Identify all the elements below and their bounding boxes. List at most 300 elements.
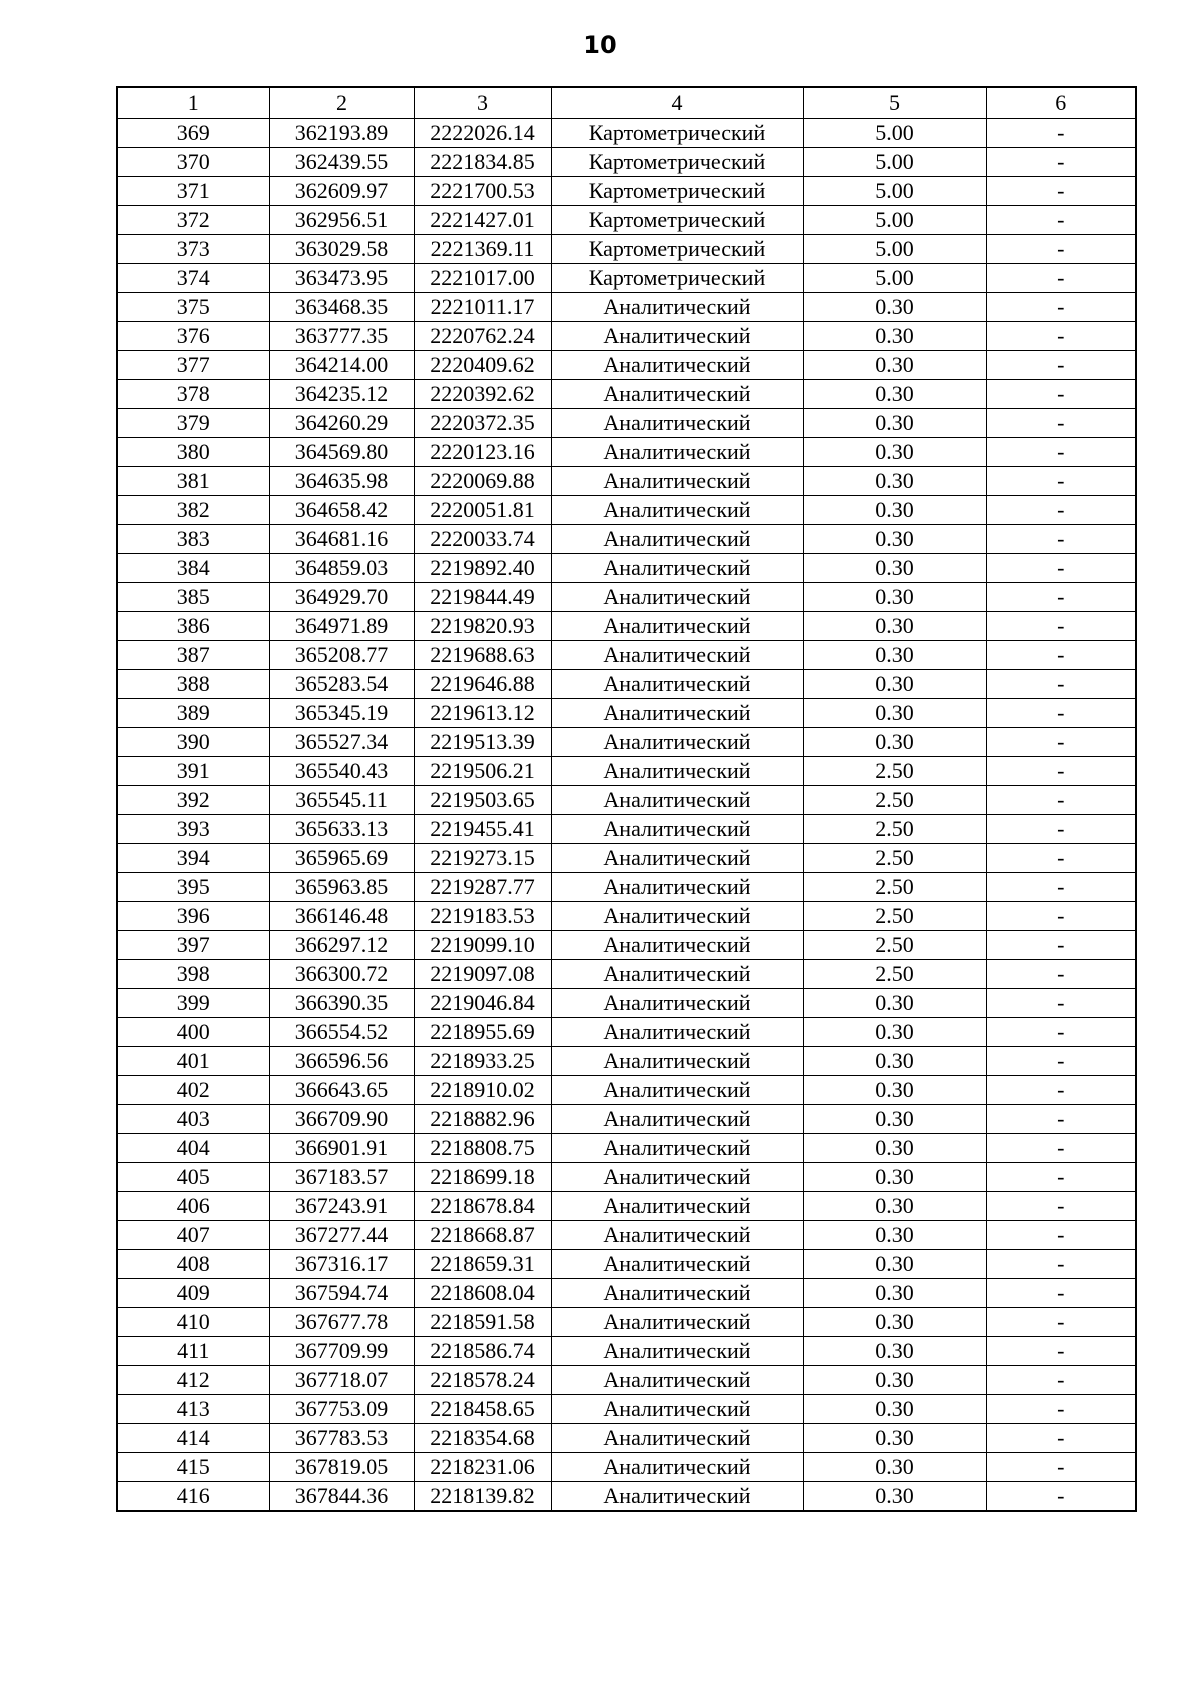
point-number-cell: 406 — [117, 1192, 269, 1221]
table-row — [117, 786, 1136, 815]
x-coordinate-cell: 365527.34 — [269, 728, 414, 757]
note-cell: - — [986, 728, 1136, 757]
note-cell: - — [986, 119, 1136, 148]
y-coordinate-cell: 2219183.53 — [414, 902, 551, 931]
x-coordinate-cell: 366390.35 — [269, 989, 414, 1018]
note-cell: - — [986, 1308, 1136, 1337]
point-number-cell: 372 — [117, 206, 269, 235]
method-cell: Аналитический — [551, 873, 803, 902]
accuracy-cell: 0.30 — [803, 1221, 986, 1250]
method-cell: Аналитический — [551, 1192, 803, 1221]
table-row — [117, 322, 1136, 351]
accuracy-cell: 0.30 — [803, 496, 986, 525]
table-row — [117, 1192, 1136, 1221]
column-header: 3 — [414, 87, 551, 119]
y-coordinate-cell: 2218808.75 — [414, 1134, 551, 1163]
table-row — [117, 1424, 1136, 1453]
table-row — [117, 380, 1136, 409]
y-coordinate-cell: 2219513.39 — [414, 728, 551, 757]
y-coordinate-cell: 2218458.65 — [414, 1395, 551, 1424]
y-coordinate-cell: 2221700.53 — [414, 177, 551, 206]
accuracy-cell: 0.30 — [803, 1047, 986, 1076]
accuracy-cell: 0.30 — [803, 467, 986, 496]
point-number-cell: 390 — [117, 728, 269, 757]
method-cell: Картометрический — [551, 148, 803, 177]
y-coordinate-cell: 2218139.82 — [414, 1482, 551, 1512]
accuracy-cell: 0.30 — [803, 380, 986, 409]
y-coordinate-cell: 2222026.14 — [414, 119, 551, 148]
x-coordinate-cell: 364214.00 — [269, 351, 414, 380]
note-cell: - — [986, 177, 1136, 206]
table-row — [117, 583, 1136, 612]
method-cell: Аналитический — [551, 1279, 803, 1308]
x-coordinate-cell: 365633.13 — [269, 815, 414, 844]
method-cell: Аналитический — [551, 786, 803, 815]
point-number-cell: 393 — [117, 815, 269, 844]
accuracy-cell: 0.30 — [803, 1163, 986, 1192]
table-row — [117, 1018, 1136, 1047]
note-cell: - — [986, 148, 1136, 177]
point-number-cell: 402 — [117, 1076, 269, 1105]
note-cell: - — [986, 206, 1136, 235]
note-cell: - — [986, 873, 1136, 902]
column-header: 1 — [117, 87, 269, 119]
point-number-cell: 408 — [117, 1250, 269, 1279]
y-coordinate-cell: 2219688.63 — [414, 641, 551, 670]
point-number-cell: 415 — [117, 1453, 269, 1482]
accuracy-cell: 5.00 — [803, 177, 986, 206]
note-cell: - — [986, 641, 1136, 670]
x-coordinate-cell: 367753.09 — [269, 1395, 414, 1424]
accuracy-cell: 5.00 — [803, 119, 986, 148]
method-cell: Аналитический — [551, 583, 803, 612]
y-coordinate-cell: 2220392.62 — [414, 380, 551, 409]
y-coordinate-cell: 2218578.24 — [414, 1366, 551, 1395]
accuracy-cell: 0.30 — [803, 641, 986, 670]
x-coordinate-cell: 365965.69 — [269, 844, 414, 873]
method-cell: Аналитический — [551, 1337, 803, 1366]
method-cell: Аналитический — [551, 1047, 803, 1076]
accuracy-cell: 0.30 — [803, 1076, 986, 1105]
table-row — [117, 1047, 1136, 1076]
method-cell: Аналитический — [551, 902, 803, 931]
point-number-cell: 375 — [117, 293, 269, 322]
table-body — [117, 119, 1136, 1512]
note-cell: - — [986, 1337, 1136, 1366]
x-coordinate-cell: 362956.51 — [269, 206, 414, 235]
point-number-cell: 374 — [117, 264, 269, 293]
x-coordinate-cell: 365345.19 — [269, 699, 414, 728]
note-cell: - — [986, 931, 1136, 960]
point-number-cell: 373 — [117, 235, 269, 264]
note-cell: - — [986, 1482, 1136, 1512]
method-cell: Аналитический — [551, 1250, 803, 1279]
method-cell: Аналитический — [551, 989, 803, 1018]
point-number-cell: 395 — [117, 873, 269, 902]
note-cell: - — [986, 1192, 1136, 1221]
x-coordinate-cell: 366146.48 — [269, 902, 414, 931]
note-cell: - — [986, 1279, 1136, 1308]
note-cell: - — [986, 670, 1136, 699]
point-number-cell: 387 — [117, 641, 269, 670]
method-cell: Аналитический — [551, 1424, 803, 1453]
table-row — [117, 206, 1136, 235]
x-coordinate-cell: 366297.12 — [269, 931, 414, 960]
x-coordinate-cell: 367844.36 — [269, 1482, 414, 1512]
y-coordinate-cell: 2218955.69 — [414, 1018, 551, 1047]
note-cell: - — [986, 1424, 1136, 1453]
point-number-cell: 392 — [117, 786, 269, 815]
y-coordinate-cell: 2219097.08 — [414, 960, 551, 989]
method-cell: Аналитический — [551, 931, 803, 960]
accuracy-cell: 0.30 — [803, 409, 986, 438]
x-coordinate-cell: 364681.16 — [269, 525, 414, 554]
note-cell: - — [986, 409, 1136, 438]
table-row — [117, 409, 1136, 438]
table-row — [117, 496, 1136, 525]
point-number-cell: 391 — [117, 757, 269, 786]
table-row — [117, 438, 1136, 467]
y-coordinate-cell: 2218933.25 — [414, 1047, 551, 1076]
x-coordinate-cell: 364235.12 — [269, 380, 414, 409]
x-coordinate-cell: 366901.91 — [269, 1134, 414, 1163]
y-coordinate-cell: 2219646.88 — [414, 670, 551, 699]
x-coordinate-cell: 367709.99 — [269, 1337, 414, 1366]
accuracy-cell: 0.30 — [803, 1018, 986, 1047]
table-row — [117, 728, 1136, 757]
y-coordinate-cell: 2221427.01 — [414, 206, 551, 235]
x-coordinate-cell: 367594.74 — [269, 1279, 414, 1308]
x-coordinate-cell: 367316.17 — [269, 1250, 414, 1279]
point-number-cell: 388 — [117, 670, 269, 699]
table-row — [117, 1482, 1136, 1512]
method-cell: Аналитический — [551, 351, 803, 380]
x-coordinate-cell: 365208.77 — [269, 641, 414, 670]
table-row — [117, 264, 1136, 293]
note-cell: - — [986, 1076, 1136, 1105]
accuracy-cell: 0.30 — [803, 699, 986, 728]
table-row — [117, 844, 1136, 873]
x-coordinate-cell: 367243.91 — [269, 1192, 414, 1221]
x-coordinate-cell: 363777.35 — [269, 322, 414, 351]
accuracy-cell: 5.00 — [803, 235, 986, 264]
y-coordinate-cell: 2218910.02 — [414, 1076, 551, 1105]
y-coordinate-cell: 2220069.88 — [414, 467, 551, 496]
accuracy-cell: 5.00 — [803, 148, 986, 177]
method-cell: Картометрический — [551, 235, 803, 264]
x-coordinate-cell: 366643.65 — [269, 1076, 414, 1105]
accuracy-cell: 0.30 — [803, 1134, 986, 1163]
point-number-cell: 401 — [117, 1047, 269, 1076]
point-number-cell: 377 — [117, 351, 269, 380]
accuracy-cell: 2.50 — [803, 844, 986, 873]
note-cell: - — [986, 815, 1136, 844]
y-coordinate-cell: 2219892.40 — [414, 554, 551, 583]
x-coordinate-cell: 365963.85 — [269, 873, 414, 902]
point-number-cell: 414 — [117, 1424, 269, 1453]
y-coordinate-cell: 2220762.24 — [414, 322, 551, 351]
y-coordinate-cell: 2219613.12 — [414, 699, 551, 728]
accuracy-cell: 0.30 — [803, 293, 986, 322]
point-number-cell: 379 — [117, 409, 269, 438]
accuracy-cell: 5.00 — [803, 206, 986, 235]
note-cell: - — [986, 1105, 1136, 1134]
method-cell: Аналитический — [551, 1453, 803, 1482]
y-coordinate-cell: 2218882.96 — [414, 1105, 551, 1134]
accuracy-cell: 0.30 — [803, 1395, 986, 1424]
note-cell: - — [986, 351, 1136, 380]
table-row — [117, 1163, 1136, 1192]
table-row — [117, 960, 1136, 989]
x-coordinate-cell: 367183.57 — [269, 1163, 414, 1192]
accuracy-cell: 0.30 — [803, 1105, 986, 1134]
accuracy-cell: 0.30 — [803, 728, 986, 757]
y-coordinate-cell: 2219506.21 — [414, 757, 551, 786]
y-coordinate-cell: 2221369.11 — [414, 235, 551, 264]
x-coordinate-cell: 367277.44 — [269, 1221, 414, 1250]
method-cell: Аналитический — [551, 467, 803, 496]
point-number-cell: 411 — [117, 1337, 269, 1366]
x-coordinate-cell: 362439.55 — [269, 148, 414, 177]
y-coordinate-cell: 2220372.35 — [414, 409, 551, 438]
y-coordinate-cell: 2218678.84 — [414, 1192, 551, 1221]
accuracy-cell: 0.30 — [803, 1482, 986, 1512]
point-number-cell: 384 — [117, 554, 269, 583]
page-number: 10 — [583, 31, 617, 59]
note-cell: - — [986, 902, 1136, 931]
accuracy-cell: 2.50 — [803, 815, 986, 844]
method-cell: Аналитический — [551, 438, 803, 467]
method-cell: Аналитический — [551, 670, 803, 699]
x-coordinate-cell: 366596.56 — [269, 1047, 414, 1076]
method-cell: Картометрический — [551, 177, 803, 206]
table-row — [117, 873, 1136, 902]
point-number-cell: 383 — [117, 525, 269, 554]
table-row — [117, 757, 1136, 786]
y-coordinate-cell: 2221017.00 — [414, 264, 551, 293]
y-coordinate-cell: 2218354.68 — [414, 1424, 551, 1453]
accuracy-cell: 2.50 — [803, 757, 986, 786]
point-number-cell: 413 — [117, 1395, 269, 1424]
column-header: 2 — [269, 87, 414, 119]
table-row — [117, 1279, 1136, 1308]
table-row — [117, 1453, 1136, 1482]
point-number-cell: 370 — [117, 148, 269, 177]
note-cell: - — [986, 1163, 1136, 1192]
y-coordinate-cell: 2218699.18 — [414, 1163, 551, 1192]
accuracy-cell: 0.30 — [803, 670, 986, 699]
note-cell: - — [986, 699, 1136, 728]
note-cell: - — [986, 757, 1136, 786]
point-number-cell: 399 — [117, 989, 269, 1018]
column-header: 5 — [803, 87, 986, 119]
table-row — [117, 612, 1136, 641]
method-cell: Аналитический — [551, 1308, 803, 1337]
header-row — [117, 87, 1136, 119]
table-row — [117, 1308, 1136, 1337]
table-row — [117, 1134, 1136, 1163]
note-cell: - — [986, 554, 1136, 583]
x-coordinate-cell: 366554.52 — [269, 1018, 414, 1047]
note-cell: - — [986, 1221, 1136, 1250]
table-row — [117, 931, 1136, 960]
point-number-cell: 378 — [117, 380, 269, 409]
method-cell: Аналитический — [551, 554, 803, 583]
note-cell: - — [986, 1250, 1136, 1279]
note-cell: - — [986, 264, 1136, 293]
table-row — [117, 1395, 1136, 1424]
note-cell: - — [986, 583, 1136, 612]
method-cell: Аналитический — [551, 815, 803, 844]
method-cell: Аналитический — [551, 844, 803, 873]
note-cell: - — [986, 1395, 1136, 1424]
accuracy-cell: 0.30 — [803, 554, 986, 583]
accuracy-cell: 0.30 — [803, 438, 986, 467]
method-cell: Аналитический — [551, 1018, 803, 1047]
y-coordinate-cell: 2220051.81 — [414, 496, 551, 525]
point-number-cell: 412 — [117, 1366, 269, 1395]
table-row — [117, 902, 1136, 931]
accuracy-cell: 0.30 — [803, 525, 986, 554]
point-number-cell: 409 — [117, 1279, 269, 1308]
point-number-cell: 398 — [117, 960, 269, 989]
accuracy-cell: 0.30 — [803, 1308, 986, 1337]
x-coordinate-cell: 363473.95 — [269, 264, 414, 293]
method-cell: Аналитический — [551, 641, 803, 670]
accuracy-cell: 0.30 — [803, 322, 986, 351]
table-row — [117, 235, 1136, 264]
point-number-cell: 396 — [117, 902, 269, 931]
x-coordinate-cell: 364859.03 — [269, 554, 414, 583]
point-number-cell: 407 — [117, 1221, 269, 1250]
point-number-cell: 403 — [117, 1105, 269, 1134]
table-row — [117, 1221, 1136, 1250]
y-coordinate-cell: 2220033.74 — [414, 525, 551, 554]
accuracy-cell: 2.50 — [803, 931, 986, 960]
point-number-cell: 381 — [117, 467, 269, 496]
point-number-cell: 416 — [117, 1482, 269, 1512]
table-row — [117, 148, 1136, 177]
point-number-cell: 385 — [117, 583, 269, 612]
x-coordinate-cell: 367783.53 — [269, 1424, 414, 1453]
x-coordinate-cell: 363468.35 — [269, 293, 414, 322]
method-cell: Аналитический — [551, 699, 803, 728]
table-row — [117, 815, 1136, 844]
method-cell: Аналитический — [551, 612, 803, 641]
y-coordinate-cell: 2219844.49 — [414, 583, 551, 612]
y-coordinate-cell: 2218659.31 — [414, 1250, 551, 1279]
method-cell: Аналитический — [551, 1134, 803, 1163]
x-coordinate-cell: 367819.05 — [269, 1453, 414, 1482]
column-header: 6 — [986, 87, 1136, 119]
table-row — [117, 554, 1136, 583]
accuracy-cell: 0.30 — [803, 1337, 986, 1366]
table-row — [117, 1105, 1136, 1134]
y-coordinate-cell: 2218608.04 — [414, 1279, 551, 1308]
x-coordinate-cell: 364929.70 — [269, 583, 414, 612]
accuracy-cell: 0.30 — [803, 1366, 986, 1395]
table-row — [117, 641, 1136, 670]
x-coordinate-cell: 364569.80 — [269, 438, 414, 467]
y-coordinate-cell: 2221834.85 — [414, 148, 551, 177]
table-row — [117, 119, 1136, 148]
method-cell: Аналитический — [551, 1163, 803, 1192]
note-cell: - — [986, 989, 1136, 1018]
table-row — [117, 177, 1136, 206]
x-coordinate-cell: 362609.97 — [269, 177, 414, 206]
note-cell: - — [986, 1453, 1136, 1482]
point-number-cell: 371 — [117, 177, 269, 206]
y-coordinate-cell: 2219503.65 — [414, 786, 551, 815]
accuracy-cell: 2.50 — [803, 902, 986, 931]
note-cell: - — [986, 525, 1136, 554]
method-cell: Аналитический — [551, 380, 803, 409]
x-coordinate-cell: 365283.54 — [269, 670, 414, 699]
accuracy-cell: 2.50 — [803, 960, 986, 989]
y-coordinate-cell: 2218586.74 — [414, 1337, 551, 1366]
column-header: 4 — [551, 87, 803, 119]
point-number-cell: 386 — [117, 612, 269, 641]
coordinates-table — [116, 86, 1137, 1512]
y-coordinate-cell: 2219820.93 — [414, 612, 551, 641]
method-cell: Аналитический — [551, 496, 803, 525]
note-cell: - — [986, 1366, 1136, 1395]
point-number-cell: 369 — [117, 119, 269, 148]
x-coordinate-cell: 363029.58 — [269, 235, 414, 264]
point-number-cell: 380 — [117, 438, 269, 467]
x-coordinate-cell: 367718.07 — [269, 1366, 414, 1395]
accuracy-cell: 5.00 — [803, 264, 986, 293]
accuracy-cell: 0.30 — [803, 1453, 986, 1482]
note-cell: - — [986, 786, 1136, 815]
note-cell: - — [986, 322, 1136, 351]
x-coordinate-cell: 364971.89 — [269, 612, 414, 641]
y-coordinate-cell: 2219455.41 — [414, 815, 551, 844]
table-row — [117, 351, 1136, 380]
note-cell: - — [986, 844, 1136, 873]
accuracy-cell: 0.30 — [803, 1250, 986, 1279]
note-cell: - — [986, 235, 1136, 264]
method-cell: Картометрический — [551, 119, 803, 148]
table-row — [117, 1337, 1136, 1366]
note-cell: - — [986, 1047, 1136, 1076]
y-coordinate-cell: 2219099.10 — [414, 931, 551, 960]
accuracy-cell: 0.30 — [803, 351, 986, 380]
method-cell: Аналитический — [551, 1076, 803, 1105]
accuracy-cell: 0.30 — [803, 1279, 986, 1308]
table-row — [117, 989, 1136, 1018]
note-cell: - — [986, 1134, 1136, 1163]
point-number-cell: 404 — [117, 1134, 269, 1163]
x-coordinate-cell: 364260.29 — [269, 409, 414, 438]
method-cell: Аналитический — [551, 1395, 803, 1424]
point-number-cell: 389 — [117, 699, 269, 728]
note-cell: - — [986, 467, 1136, 496]
point-number-cell: 394 — [117, 844, 269, 873]
method-cell: Аналитический — [551, 1482, 803, 1512]
table-row — [117, 699, 1136, 728]
accuracy-cell: 0.30 — [803, 989, 986, 1018]
x-coordinate-cell: 364635.98 — [269, 467, 414, 496]
method-cell: Аналитический — [551, 728, 803, 757]
note-cell: - — [986, 960, 1136, 989]
accuracy-cell: 0.30 — [803, 1424, 986, 1453]
method-cell: Аналитический — [551, 525, 803, 554]
note-cell: - — [986, 380, 1136, 409]
x-coordinate-cell: 366300.72 — [269, 960, 414, 989]
table-row — [117, 1076, 1136, 1105]
y-coordinate-cell: 2221011.17 — [414, 293, 551, 322]
